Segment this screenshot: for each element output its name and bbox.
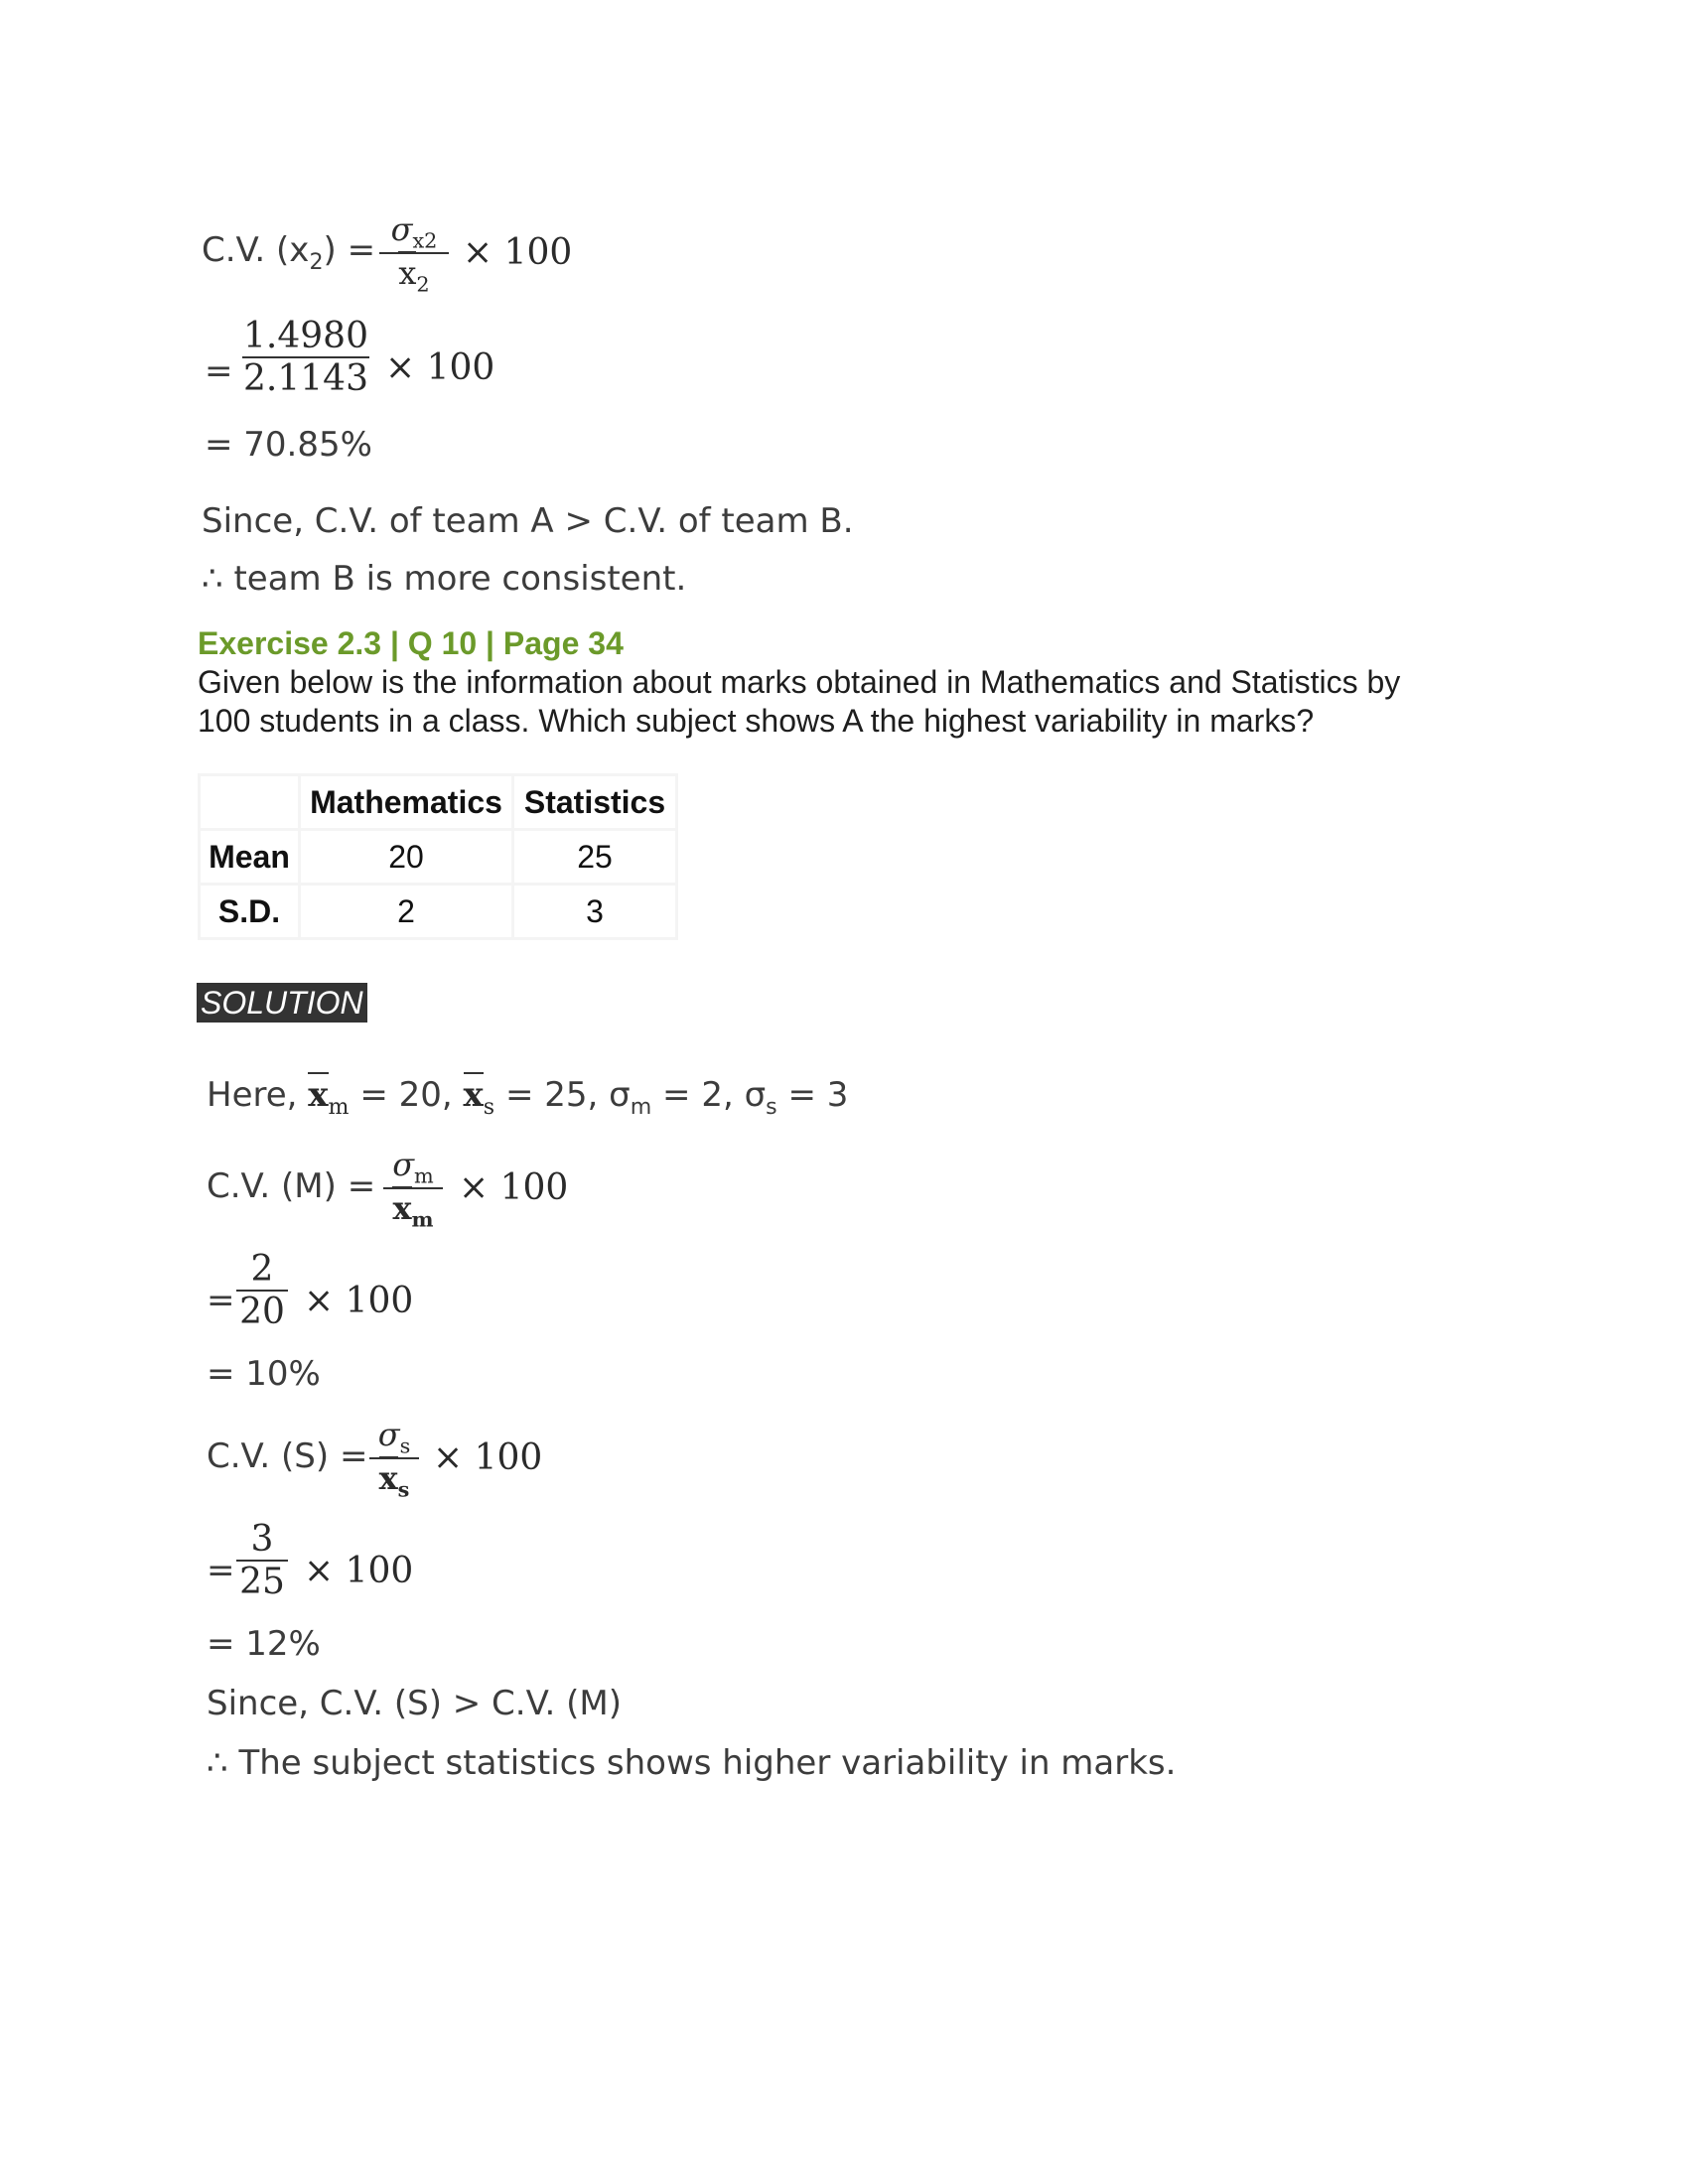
question-line-1: Given below is the information about marks obtained in Mathematics and Statistics by [198,664,1401,700]
times-100-s: × 100 [304,1551,414,1591]
solution-badge: SOLUTION [197,983,367,1023]
cv-s-label: C.V. (S) = [207,1436,368,1476]
equals-sign-m: = [207,1281,235,1320]
question-text [198,663,1488,741]
equals-sign: = [205,351,233,391]
therefore-conclusion: ∴ team B is more consistent. [202,559,687,599]
cv-m-result: = 10% [207,1354,321,1394]
equals-sign-s: = [207,1551,235,1590]
times-100-cv-m: × 100 [459,1167,569,1208]
fraction-2-over-20: 2 20 [236,1249,288,1332]
final-conclusion: ∴ The subject statistics shows higher variability in marks. [207,1743,1177,1783]
numeric-fraction: 1.4980 2.1143 [243,316,368,399]
column-header-mathematics: Mathematics [301,776,511,828]
times-100-label: × 100 [463,232,573,273]
times-100-label-2: × 100 [385,347,495,388]
since-comparison: Since, C.V. of team A > C.V. of team B. [202,501,854,541]
times-100-m: × 100 [304,1281,414,1321]
cv-m-label: C.V. (M) = [207,1166,376,1206]
given-values-line: Here, $x_m = 20$, $x_s = 25$, $\sigma_m = 2$, $\sigma_s = 3$ [207,1075,848,1120]
cv-s-result: = 12% [207,1624,321,1664]
table-row [201,886,675,937]
sigma-s-over-xbar-s: $\sigma_s$ $x_s$ [369,1416,419,1502]
cv-x2-label: C.V. $(x_2)$ = [202,230,376,275]
sigma-m-over-xbar-m: $\sigma_m$ $x_m$ [383,1146,443,1232]
cell-sd-mathematics: 2 [301,886,511,937]
row-header-mean: Mean [201,831,298,883]
exercise-heading: Exercise 2.3 | Q 10 | Page 34 [198,625,624,661]
since-cv-comparison: Since, C.V. (S) > C.V. (M) [207,1684,622,1723]
times-100-cv-s: × 100 [433,1437,543,1478]
table-corner-cell [201,776,298,828]
question-line-2: 100 students in a class. Which subject shows A the highest variability in marks? [198,703,1315,739]
fraction-3-over-25: 3 25 [236,1519,288,1602]
cell-sd-statistics: 3 [514,886,675,937]
cell-mean-mathematics: 20 [301,831,511,883]
table-header-row [201,776,675,828]
cell-mean-statistics: 25 [514,831,675,883]
sigma-over-xbar-fraction: $\sigma_{x2}$ $x_2$ [379,210,449,297]
column-header-statistics: Statistics [514,776,675,828]
cv-x2-result: = 70.85% [205,425,372,465]
table-row [201,831,675,883]
marks-table [198,773,678,940]
row-header-sd: S.D. [201,886,298,937]
